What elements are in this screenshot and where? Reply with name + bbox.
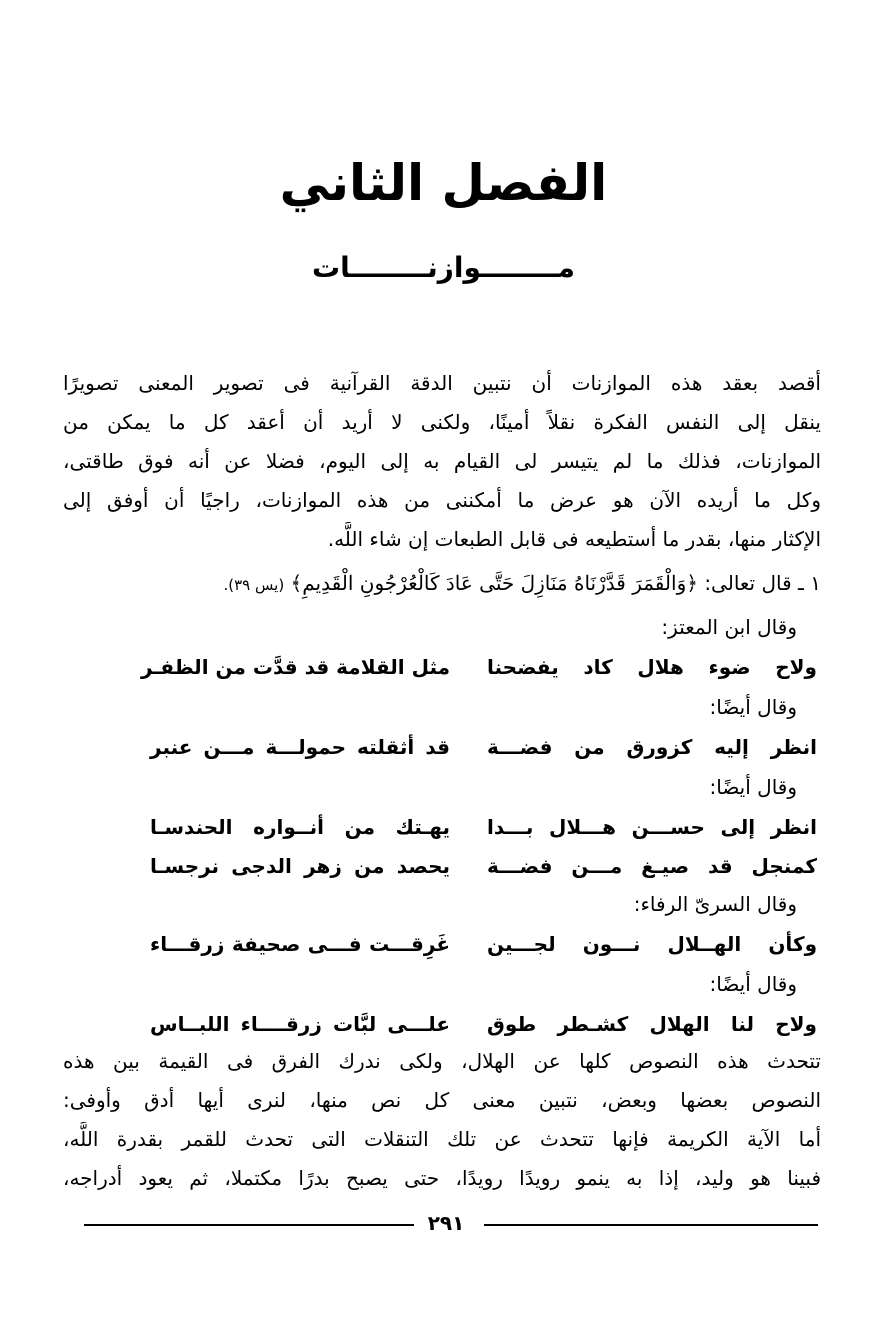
verse-first-hemistich: وكأن الهــلال نـــون لجـــين <box>487 932 817 956</box>
verse-second-hemistich: غَرِقـــت فـــى صحيفة زرقـــاء <box>150 932 450 956</box>
attribution-ibn-almutazz: وقال ابن المعتز: <box>661 615 797 639</box>
poem-verse-3 <box>150 809 817 845</box>
intro-line-5: الإكثار منها، بقدر ما أستطيعه فى قابل الطبعات إن شاء اللَّه. <box>327 527 821 551</box>
poem-verse-6 <box>150 1006 817 1042</box>
section-title: مــــــــوازنــــــــات <box>312 251 575 284</box>
verse-second-hemistich: علـــى لبَّات زرقــــاء اللبــاس <box>150 1012 450 1036</box>
verse-second-hemistich: قد أثقلته حمولـــة مـــن عنبر <box>150 735 450 759</box>
verse-first-hemistich: ولاح لنا الهلال كشـطر طوق <box>487 1012 817 1036</box>
footer-rule-left <box>84 1224 414 1226</box>
chapter-title: الفصل الثاني <box>279 154 608 212</box>
attribution-sari-alraffa: وقال السرىّ الرفاء: <box>633 892 797 916</box>
quran-citation <box>63 566 821 602</box>
body-line-1: تتحدث هذه النصوص كلها عن الهلال، ولكى ندرك الفرق فى القيمة بين هذه <box>63 1049 821 1073</box>
body-line-4: فبينا هو وليد، إذا به ينمو رويدًا رويدًا، حتى يصبح بدرًا مكتملا، ثم يعود أدراجه، <box>63 1166 821 1190</box>
quran-verse: ﴿وَالْقَمَرَ قَدَّرْنَاهُ مَنَازِلَ حَتَّى عَادَ كَالْعُرْجُونِ الْقَدِيمِ﴾ <box>290 571 698 595</box>
attribution-also-2: وقال أيضًا: <box>709 775 797 799</box>
surah-reference: (يس ٣٩). <box>223 576 285 594</box>
body-line-3: أما الآية الكريمة فإنها تتحدث عن تلك التنقلات التى تحدث للقمر بقدرة اللَّه، <box>63 1127 821 1151</box>
verse-second-hemistich: يهـتك من أنــواره الحندسـا <box>150 815 450 839</box>
verse-first-hemistich: كمنجل قد صيـغ مـــن فضـــة <box>487 854 817 878</box>
page-number: ٢٩١ <box>427 1211 465 1235</box>
attribution-also-3: وقال أيضًا: <box>709 972 797 996</box>
verse-first-hemistich: انظر إلى حســـن هـــلال بـــدا <box>487 815 817 839</box>
poem-verse-2 <box>150 729 817 765</box>
item-number-label: ١ ـ قال تعالى: <box>704 571 821 595</box>
footer-rule-right <box>484 1224 818 1226</box>
verse-first-hemistich: ولاح ضوء هلال كاد يفضحنا <box>487 655 817 679</box>
intro-line-3: الموازنات، فذلك ما لم يتيسر لى القيام به إلى اليوم، فضلا عن أنه فوق طاقتى، <box>63 449 821 473</box>
attribution-also-1: وقال أيضًا: <box>709 695 797 719</box>
intro-line-2: ينقل إلى النفس الفكرة نقلاً أمينًا، ولكنى لا أريد أن أعقد كل ما يمكن من <box>63 410 821 434</box>
verse-first-hemistich: انظر إليه كزورق من فضـــة <box>487 735 817 759</box>
poem-verse-4 <box>150 848 817 884</box>
intro-line-1: أقصد بعقد هذه الموازنات أن نتبين الدقة القرآنية فى تصوير المعنى تصويرًا <box>63 371 821 395</box>
intro-line-4: وكل ما أريده الآن هو عرض ما أمكننى من هذه الموازنات، راجيًا أن أوفق إلى <box>63 488 821 512</box>
verse-second-hemistich: يحصد من زهر الدجى نرجسـا <box>150 854 450 878</box>
poem-verse-1 <box>141 649 817 685</box>
verse-second-hemistich: مثل القلامة قد قدَّت من الظفـر <box>141 655 450 679</box>
poem-verse-5 <box>150 926 817 962</box>
body-line-2: النصوص بعضها وبعض، نتبين معنى كل نص منها، لنرى أيها أدق وأوفى: <box>63 1088 821 1112</box>
